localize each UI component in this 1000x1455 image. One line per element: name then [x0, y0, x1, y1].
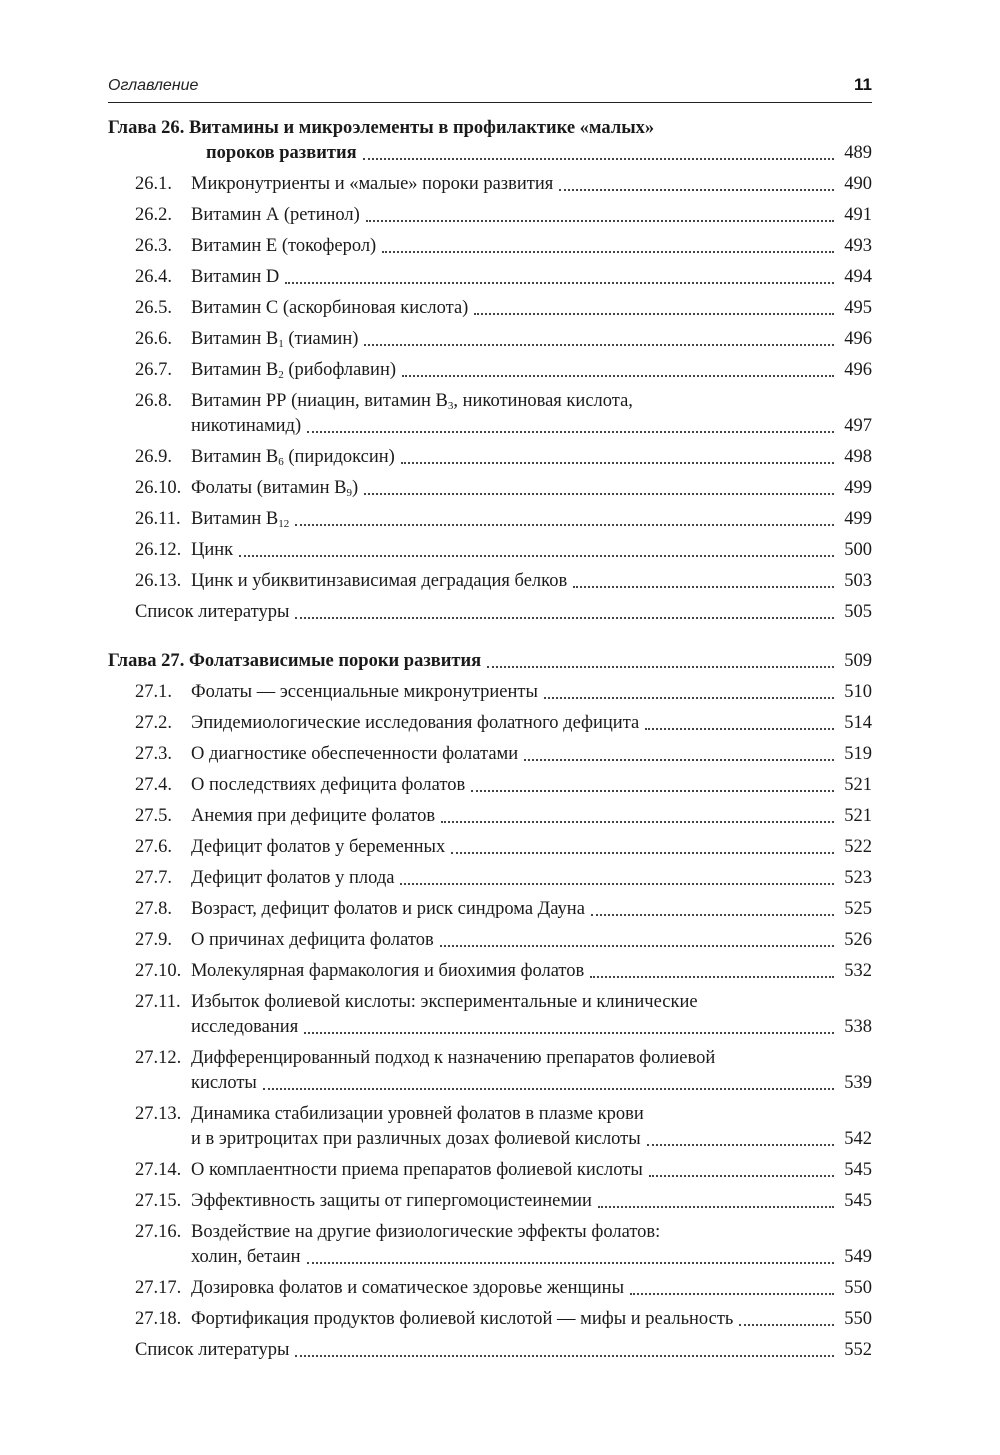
leader-dots	[739, 1324, 834, 1326]
item-page: 538	[844, 1017, 872, 1037]
toc-item[interactable]	[108, 203, 872, 228]
leader-dots	[364, 344, 834, 346]
chapter-page: 489	[844, 143, 872, 163]
references-item[interactable]	[108, 600, 872, 625]
item-title: Молекулярная фармакология и биохимия фолатов	[191, 961, 585, 981]
item-number: 26.2.	[135, 205, 172, 225]
toc-item[interactable]	[108, 296, 872, 321]
item-page: 493	[844, 236, 872, 256]
item-page: 496	[844, 360, 872, 380]
chapter-title-line2: пороков развития	[206, 143, 357, 163]
item-page: 497	[844, 416, 872, 436]
toc-item[interactable]	[108, 1220, 872, 1270]
item-title-line2: холин, бетаин	[191, 1247, 301, 1267]
item-page: 503	[844, 571, 872, 591]
leader-dots	[307, 431, 834, 433]
item-number: 26.13.	[135, 571, 182, 591]
item-title: Фолаты (витамин $В_9$)	[191, 478, 359, 499]
toc-item[interactable]	[108, 327, 872, 352]
header-title: Оглавление	[108, 77, 199, 94]
item-number: 27.2.	[135, 713, 172, 733]
leader-dots	[451, 852, 834, 854]
leader-dots	[649, 1175, 834, 1177]
item-page: 545	[844, 1160, 872, 1180]
toc-item[interactable]	[108, 742, 872, 767]
chapter-label: Глава 27	[108, 651, 180, 671]
toc-item[interactable]	[108, 1046, 872, 1096]
item-number: 26.3.	[135, 236, 172, 256]
item-title: Дозировка фолатов и соматическое здоровье женщины	[191, 1278, 625, 1298]
item-number: 26.1.	[135, 174, 172, 194]
chapter-title-line1: . Витамины и микроэлементы в профилактике «малых»	[179, 118, 655, 138]
leader-dots	[285, 282, 834, 284]
toc-item[interactable]	[108, 804, 872, 829]
leader-dots	[364, 493, 834, 495]
toc-item[interactable]	[108, 445, 872, 470]
item-title: Витамин $В_6$ (пиридоксин)	[191, 447, 395, 468]
toc-item[interactable]	[108, 389, 872, 439]
leader-dots	[591, 914, 834, 916]
item-title: Цинк	[191, 540, 234, 560]
leader-dots	[630, 1293, 834, 1295]
references-title: Список литературы	[135, 1340, 290, 1360]
item-number: 27.10.	[135, 961, 182, 981]
item-page: 498	[844, 447, 872, 467]
leader-dots	[295, 524, 834, 526]
item-title: Витамин А (ретинол)	[191, 205, 360, 225]
item-title-line2: кислоты	[191, 1073, 257, 1093]
toc-item[interactable]	[108, 711, 872, 736]
item-title: Фортификация продуктов фолиевой кислотой — мифы и реальность	[191, 1309, 734, 1329]
item-number: 27.8.	[135, 899, 172, 919]
item-number: 26.12.	[135, 540, 182, 560]
item-title: Фолаты — эссенциальные микронутриенты	[191, 682, 538, 702]
item-number: 26.5.	[135, 298, 172, 318]
item-number: 27.17.	[135, 1278, 182, 1298]
running-header	[108, 74, 872, 103]
item-page: 545	[844, 1191, 872, 1211]
item-number: 27.4.	[135, 775, 172, 795]
item-title: Витамин D	[191, 267, 280, 287]
item-page: 519	[844, 744, 872, 764]
leader-dots	[559, 189, 834, 191]
leader-dots	[474, 313, 834, 315]
toc-item[interactable]	[108, 172, 872, 197]
leader-dots	[471, 790, 834, 792]
leader-dots	[295, 617, 834, 619]
references-item[interactable]	[108, 1338, 872, 1363]
toc-item[interactable]	[108, 234, 872, 259]
item-number: 27.6.	[135, 837, 172, 857]
item-number: 27.11.	[135, 992, 181, 1012]
item-page: 499	[844, 509, 872, 529]
leader-dots	[487, 666, 834, 668]
toc-item[interactable]	[108, 507, 872, 532]
item-page: 550	[844, 1278, 872, 1298]
toc-item[interactable]	[108, 773, 872, 798]
item-page: 514	[844, 713, 872, 733]
item-number: 27.15.	[135, 1191, 182, 1211]
toc-item[interactable]	[108, 835, 872, 860]
item-page: 521	[844, 806, 872, 826]
item-title-line2: исследования	[191, 1017, 299, 1037]
leader-dots	[366, 220, 834, 222]
item-title: Микронутриенты и «малые» пороки развития	[191, 174, 554, 194]
toc-item[interactable]	[108, 1102, 872, 1152]
item-title: О диагностике обеспеченности фолатами	[191, 744, 519, 764]
item-page: 526	[844, 930, 872, 950]
leader-dots	[590, 976, 834, 978]
item-number: 27.9.	[135, 930, 172, 950]
item-title: Эффективность защиты от гипергомоцистеинемии	[191, 1191, 592, 1211]
references-page: 552	[844, 1340, 872, 1360]
item-number: 26.10.	[135, 478, 182, 498]
toc-item[interactable]	[108, 1307, 872, 1332]
item-title-line2: никотинамид)	[191, 416, 302, 436]
leader-dots	[382, 251, 834, 253]
item-title: Витамин Е (токоферол)	[191, 236, 377, 256]
table-of-contents	[108, 116, 872, 1369]
toc-item[interactable]	[108, 538, 872, 563]
item-page: 549	[844, 1247, 872, 1267]
toc-item[interactable]	[108, 990, 872, 1040]
item-number: 26.6.	[135, 329, 172, 349]
item-number: 26.11.	[135, 509, 181, 529]
item-page: 510	[844, 682, 872, 702]
item-title: Витамин С (аскорбиновая кислота)	[191, 298, 469, 318]
item-title: Цинк и убиквитинзависимая деградация белков	[191, 571, 568, 591]
references-title: Список литературы	[135, 602, 290, 622]
leader-dots	[573, 586, 834, 588]
item-page: 499	[844, 478, 872, 498]
item-title: О комплаентности приема препаратов фолиевой кислоты	[191, 1160, 643, 1180]
item-page: 523	[844, 868, 872, 888]
item-page: 525	[844, 899, 872, 919]
leader-dots	[524, 759, 834, 761]
toc-item[interactable]	[108, 569, 872, 594]
toc-item[interactable]	[108, 1276, 872, 1301]
item-title: Дифференцированный подход к назначению препаратов фолиевой	[191, 1048, 716, 1068]
toc-item[interactable]	[108, 897, 872, 922]
item-number: 27.7.	[135, 868, 172, 888]
item-title: Динамика стабилизации уровней фолатов в плазме крови	[191, 1104, 644, 1124]
item-number: 27.14.	[135, 1160, 182, 1180]
item-title: Эпидемиологические исследования фолатного дефицита	[191, 713, 640, 733]
item-title: Витамин $В_{12}$	[191, 509, 290, 530]
toc-item[interactable]	[108, 928, 872, 953]
item-title: Избыток фолиевой кислоты: экспериментальные и клинические	[191, 992, 698, 1012]
toc-item[interactable]	[108, 866, 872, 891]
chapter-26-heading[interactable]	[108, 116, 872, 166]
leader-dots	[239, 555, 834, 557]
toc-item[interactable]	[108, 680, 872, 705]
leader-dots	[401, 462, 834, 464]
leader-dots	[402, 375, 834, 377]
item-number: 26.9.	[135, 447, 172, 467]
leader-dots	[645, 728, 834, 730]
leader-dots	[400, 883, 834, 885]
item-page: 550	[844, 1309, 872, 1329]
item-number: 27.18.	[135, 1309, 182, 1329]
chapter-title: . Фолатзависимые пороки развития	[179, 651, 482, 671]
leader-dots	[647, 1144, 834, 1146]
leader-dots	[598, 1206, 834, 1208]
item-number: 26.7.	[135, 360, 172, 380]
item-page: 491	[844, 205, 872, 225]
leader-dots	[263, 1088, 834, 1090]
item-title: Возраст, дефицит фолатов и риск синдрома Дауна	[191, 899, 585, 919]
leader-dots	[544, 697, 834, 699]
item-title: Витамин $В_1$ (тиамин)	[191, 329, 359, 350]
item-title: Дефицит фолатов у плода	[191, 868, 395, 888]
item-number: 27.1.	[135, 682, 172, 702]
item-page: 500	[844, 540, 872, 560]
item-number: 27.13.	[135, 1104, 182, 1124]
item-number: 27.3.	[135, 744, 172, 764]
item-page: 532	[844, 961, 872, 981]
item-page: 496	[844, 329, 872, 349]
item-title: Дефицит фолатов у беременных	[191, 837, 446, 857]
leader-dots	[307, 1262, 834, 1264]
item-number: 26.8.	[135, 391, 172, 411]
item-page: 539	[844, 1073, 872, 1093]
leader-dots	[304, 1032, 834, 1034]
chapter-27-heading[interactable]	[108, 649, 872, 674]
item-title: О последствиях дефицита фолатов	[191, 775, 466, 795]
chapter-page: 509	[844, 651, 872, 671]
item-number: 26.4.	[135, 267, 172, 287]
item-number: 27.5.	[135, 806, 172, 826]
leader-dots	[440, 945, 834, 947]
item-page: 490	[844, 174, 872, 194]
item-title-line2: и в эритроцитах при различных дозах фолиевой кислоты	[191, 1129, 641, 1149]
toc-item[interactable]	[108, 476, 872, 501]
item-title: О причинах дефицита фолатов	[191, 930, 434, 950]
toc-item[interactable]	[108, 358, 872, 383]
toc-item[interactable]	[108, 1189, 872, 1214]
item-page: 521	[844, 775, 872, 795]
toc-item[interactable]	[108, 265, 872, 290]
item-title: Анемия при дефиците фолатов	[191, 806, 436, 826]
leader-dots	[295, 1355, 834, 1357]
references-page: 505	[844, 602, 872, 622]
toc-item[interactable]	[108, 959, 872, 984]
item-page: 522	[844, 837, 872, 857]
item-page: 495	[844, 298, 872, 318]
item-title: Витамин РР (ниацин, витамин $В_3$, никотиновая кислота,	[191, 391, 633, 412]
item-number: 27.16.	[135, 1222, 182, 1242]
item-title: Витамин $В_2$ (рибофлавин)	[191, 360, 396, 381]
leader-dots	[363, 158, 834, 160]
item-title: Воздействие на другие физиологические эффекты фолатов:	[191, 1222, 661, 1242]
chapter-label: Глава 26	[108, 118, 180, 138]
page-number: 11	[854, 75, 872, 94]
leader-dots	[441, 821, 834, 823]
item-page: 542	[844, 1129, 872, 1149]
item-page: 494	[844, 267, 872, 287]
toc-item[interactable]	[108, 1158, 872, 1183]
item-number: 27.12.	[135, 1048, 182, 1068]
